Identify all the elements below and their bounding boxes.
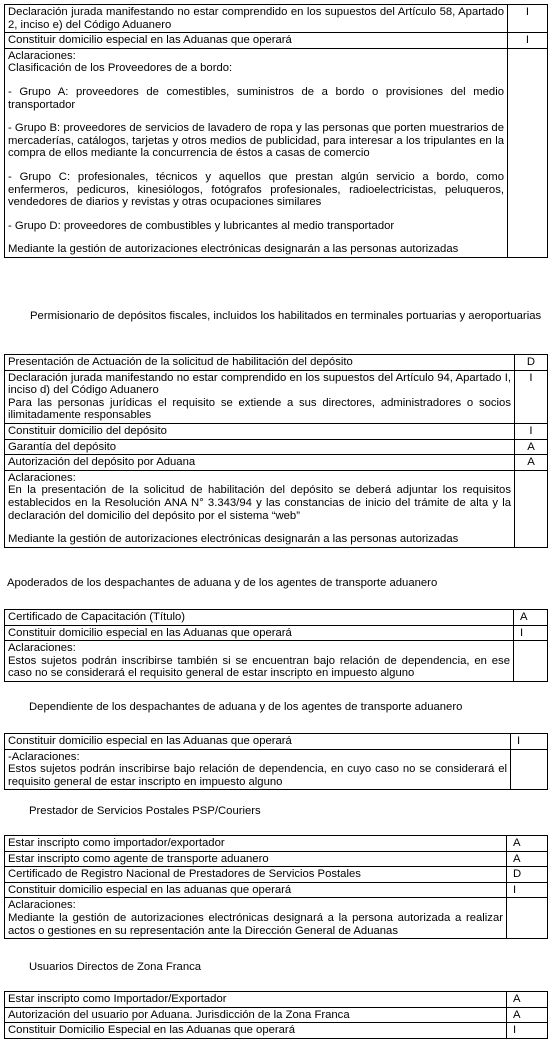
table-row [5,48,548,257]
clarifications-title: Aclaraciones: [8,899,76,912]
table-row [5,898,548,939]
clarifications-title: Aclaraciones: [8,642,76,655]
requirement-code: I [507,882,548,898]
requirement-text-extension: Para las personas jurídicas el requisito se extiende a sus directores, administradores o socios ilimitadamente responsables [8,396,511,422]
requirements-table-dependientes [4,733,548,790]
requirement-code: A [507,836,548,852]
clarifications-title: Aclaraciones: [8,471,76,484]
requirement-text [5,370,515,423]
table-row [5,33,548,49]
requirement-text: Estar inscripto como agente de transporte aduanero [5,851,507,867]
table-row [5,5,548,33]
requirement-code: A [514,610,548,626]
requirement-text: Certificado de Capacitación (Título) [5,610,514,626]
requirement-text: Garantía del depósito [5,439,515,455]
empty-code-cell [514,641,548,682]
clarifications-cell [5,48,508,257]
group-b-text: - Grupo B: proveedores de servicios de lavadero de ropa y las personas que porten muestrarios de mercaderías, catálogos, tarjetas y otros medios de publicidad, para interesar a los tripulantes en la compra de ellos mediante la concurrencia de éstos a casas de comercio [8,122,504,160]
requirement-code: A [515,455,548,471]
requirement-code: I [511,734,548,750]
table-row [5,1023,548,1039]
requirement-code: I [515,370,548,423]
requirement-code: A [507,992,548,1008]
requirement-text-line: Declaración jurada manifestando no estar comprendido en los supuestos del Artículo 94, Apartado I, inciso d) del Código Aduanero [8,371,511,397]
group-c-text: - Grupo C: profesionales, técnicos y aquellos que prestan algún servicio a bordo, como enfermeros, pedicuros, kinesiólogos, fotógrafos profesionales, radioelectricistas, peluqueros, vendedores de diarios y revistas y otras ocupaciones similares [8,170,504,209]
table-row [5,641,548,682]
requirements-table-depositos [4,354,548,548]
empty-code-cell [511,749,548,790]
requirement-text: Constituir domicilio especial en las Aduanas que operará [5,33,508,49]
clarifications-cell [5,749,511,790]
clarifications-text: Mediante la gestión de autorizaciones electrónicas designará a la persona autorizada a realizar actos o gestiones en su representación ante la Dirección General de Aduanas [8,911,503,937]
requirement-code: A [515,439,548,455]
table-row [5,851,548,867]
requirement-code: A [507,851,548,867]
requirement-text: Autorización del usuario por Aduana. Jurisdicción de la Zona Franca [5,1007,507,1023]
table-row [5,836,548,852]
authorization-note: Mediante la gestión de autorizaciones electrónicas designarán a las personas autorizadas [8,533,459,546]
requirement-code: D [515,355,548,371]
authorization-note: Mediante la gestión de autorizaciones electrónicas designarán a las personas autorizadas [8,243,459,256]
requirement-code: A [507,1007,548,1023]
requirement-code: I [515,423,548,439]
clarifications-cell [5,898,507,939]
table-row [5,370,548,423]
requirements-table-apoderados [4,609,548,682]
requirement-text: Estar inscripto como importador/exportador [5,836,507,852]
requirement-text: Autorización del depósito por Aduana [5,455,515,471]
table-row [5,749,548,790]
requirement-code: I [508,5,548,33]
clarifications-text: En la presentación de la solicitud de habilitación del depósito se deberá adjuntar los requisitos establecidos en la Resolución ANA N° 3.343/94 y las constancias de inicio del trámite de alta y la declaración del domicilio del depósito por el sistema “web” [8,484,511,522]
table-row [5,355,548,371]
requirements-table-couriers [4,835,548,939]
table-row [5,734,548,750]
section-heading-apoderados: Apoderados de los despachantes de aduana y de los agentes de transporte aduanero [7,577,438,589]
table-row [5,439,548,455]
clarifications-cell [5,641,514,682]
requirement-text: Certificado de Registro Nacional de Prestadores de Servicios Postales [5,867,507,883]
group-a-text: - Grupo A: proveedores de comestibles, suministros de a bordo o provisiones del medio transportador [8,85,504,111]
requirement-text: Constituir domicilio del depósito [5,423,515,439]
table-row [5,992,548,1008]
requirement-code: I [508,33,548,49]
requirements-table-proveedores [4,4,548,258]
requirement-text: Constituir domicilio especial en las Aduanas que operará [5,625,514,641]
table-row [5,455,548,471]
requirement-text: Presentación de Actuación de la solicitud de habilitación del depósito [5,355,515,371]
requirement-code: D [507,867,548,883]
clarifications-subtitle: Clasificación de los Proveedores de a bordo: [8,62,233,75]
table-row [5,423,548,439]
requirement-text: Estar inscripto como Importador/Exportador [5,992,507,1008]
empty-code-cell [508,48,548,257]
clarifications-text: Estos sujetos podrán inscribirse también si se encuentran bajo relación de dependencia, en ese caso no se considerará el requisito general de estar inscripto en impuesto alguno [8,654,510,680]
requirement-code: I [507,1023,548,1039]
group-d-text: - Grupo D: proveedores de combustibles y lubricantes al medio transportador [8,219,395,232]
requirement-code: I [514,625,548,641]
requirement-text: Constituir domicilio especial en las aduanas que operará [5,882,507,898]
empty-code-cell [515,470,548,547]
clarifications-title: -Aclaraciones: [8,750,80,763]
requirement-text: Constituir domicilio especial en las Aduanas que operará [5,734,511,750]
clarifications-text: Estos sujetos podrán inscribirse bajo relación de dependencia, en cuyo caso no se considerará el requisito general de estar inscripto en impuesto alguno [8,763,507,788]
clarifications-title: Aclaraciones: [8,49,76,62]
requirement-text: Declaración jurada manifestando no estar comprendido en los supuestos del Artículo 58, Apartado 2, inciso e) del Código Aduanero [5,5,508,33]
section-heading-couriers: Prestador de Servicios Postales PSP/Couriers [29,805,261,817]
section-heading-depositos: Permisionario de depósitos fiscales, incluidos los habilitados en terminales portuarias y aeroportuarias [30,310,542,322]
table-row [5,625,548,641]
section-heading-dependientes: Dependiente de los despachantes de aduana y de los agentes de transporte aduanero [29,701,463,713]
table-row [5,882,548,898]
table-row [5,867,548,883]
table-row [5,1007,548,1023]
table-row [5,470,548,547]
requirements-table-zona-franca [4,991,548,1039]
section-heading-zona-franca: Usuarios Directos de Zona Franca [29,961,202,973]
table-row [5,610,548,626]
empty-code-cell [507,898,548,939]
requirement-text: Constituir Domicilio Especial en las Aduanas que operará [5,1023,507,1039]
clarifications-cell [5,470,515,547]
